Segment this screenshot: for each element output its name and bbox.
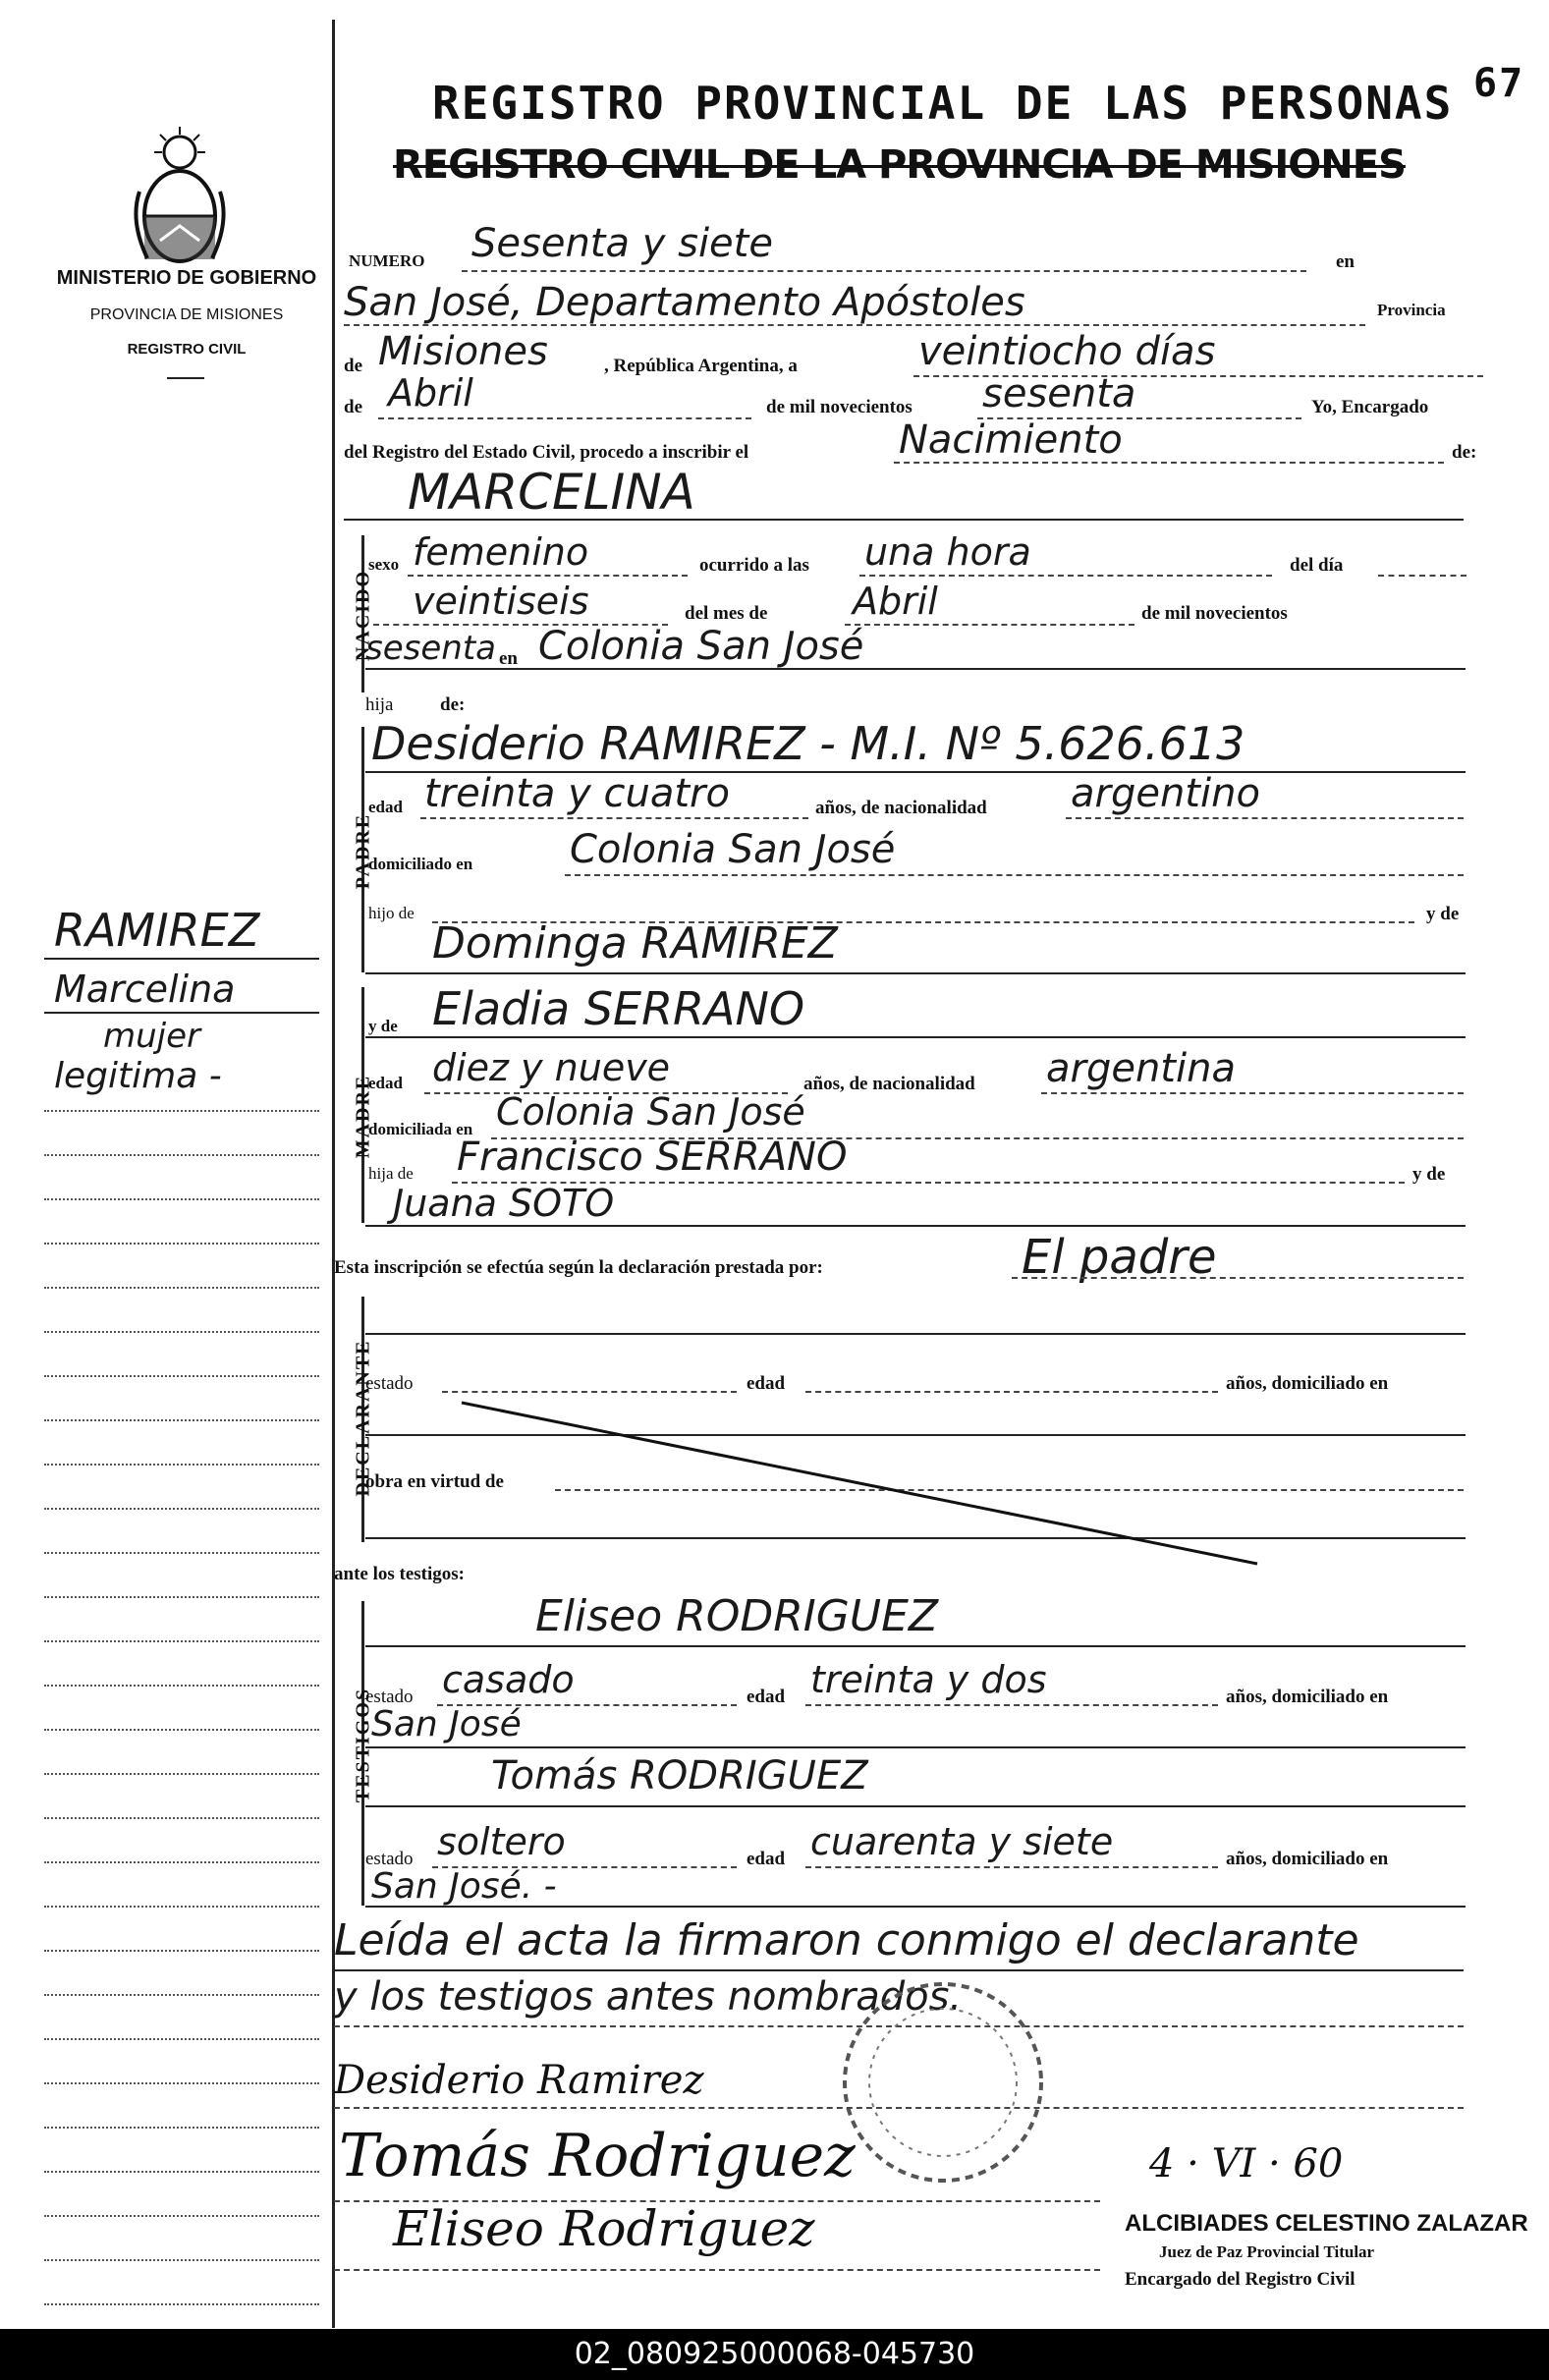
testigo2-domicilio-line: [365, 1906, 1466, 1908]
ministry-province: PROVINCIA DE MISIONES: [89, 306, 284, 323]
testigo1-edad-value: treinta y dos: [810, 1658, 1047, 1701]
madre-madre-line: [365, 1225, 1466, 1227]
testigo1-edad-line: [805, 1704, 1218, 1706]
testigo2-edad-line: [805, 1866, 1218, 1868]
testigo2-domicilio-label: años, domiciliado en: [1226, 1849, 1389, 1869]
margin-note-line4: legitima -: [54, 1056, 222, 1096]
testigo1-estado-label: estado: [365, 1687, 414, 1707]
declarante-estado-line: [442, 1391, 737, 1393]
padre-nacionalidad-line: [1066, 817, 1464, 819]
declaracion-value: El padre: [1022, 1230, 1217, 1285]
margin-note-line3: mujer: [103, 1017, 201, 1056]
nacido-anio-value: sesenta: [365, 629, 496, 668]
del-mes-label: del mes de: [685, 603, 768, 624]
mes-value: Abril: [388, 371, 473, 415]
madre-edad-value: diez y nueve: [432, 1046, 671, 1089]
yo-label: Yo, Encargado: [1311, 397, 1429, 417]
madre-nacionalidad-line: [1041, 1092, 1464, 1094]
declarante-edad-label: edad: [747, 1373, 786, 1394]
madre-padre-value: Francisco SERRANO: [457, 1135, 848, 1180]
numero-line: [462, 270, 1306, 272]
dia-value: veintiseis: [413, 580, 589, 623]
ocurrido-label: ocurrido a las: [699, 555, 809, 576]
ministry-registry: REGISTRO CIVIL: [127, 341, 247, 358]
numero-value: Sesenta y siete: [471, 221, 773, 266]
del-dia-label: del día: [1290, 555, 1344, 576]
place-value: San José, Departamento Apóstoles: [344, 280, 1025, 325]
document-id-footer: 02_080925000068-045730: [0, 2329, 1549, 2380]
testigo2-estado-label: estado: [365, 1849, 414, 1869]
padre-edad-line: [420, 817, 808, 819]
struck-registry-title: REGISTRO CIVIL DE LA PROVINCIA DE MISIONES: [393, 142, 1406, 188]
padre-nombre: Desiderio RAMIREZ - M.I. Nº 5.626.613: [371, 717, 1245, 770]
mes-line: [378, 417, 751, 419]
official-seal-icon: [835, 1974, 1051, 2194]
testigo2-nombre-line: [365, 1805, 1466, 1807]
nombre-inscripto: MARCELINA: [408, 464, 695, 521]
testigo1-edad-label: edad: [747, 1687, 786, 1707]
testigo2-nombre: Tomás RODRIGUEZ: [491, 1753, 868, 1799]
declarante-obra-label: obra en virtud de: [365, 1471, 504, 1492]
en-label: en: [1336, 251, 1355, 272]
republica-label: , República Argentina, a: [604, 356, 798, 376]
margin-surname: RAMIREZ: [54, 904, 260, 957]
cancel-stroke: [457, 1395, 1262, 1572]
del-dia-line: [1378, 575, 1466, 577]
madre-y-de-label: y de: [368, 1017, 398, 1035]
madre-domicilio-value: Colonia San José: [496, 1090, 805, 1134]
madre-madre-value: Juana SOTO: [393, 1182, 615, 1225]
hora-line: [859, 575, 1272, 577]
nacido-en-label: en: [499, 648, 518, 669]
padre-nacionalidad-value: argentino: [1071, 771, 1260, 816]
madre-nombre-line: [365, 1036, 1466, 1038]
madre-nombre: Eladia SERRANO: [432, 982, 805, 1035]
hija-de-label: de:: [440, 694, 466, 715]
madre-hija-label: hija de: [368, 1164, 414, 1183]
signature-desiderio: Desiderio Ramirez: [334, 2058, 704, 2103]
closing-line-2: y los testigos antes nombrados.: [334, 1974, 963, 2020]
signature-eliseo: Eliseo Rodriguez: [393, 2200, 815, 2257]
testigo1-domicilio-line: [365, 1746, 1466, 1748]
padre-domicilio-label: domiciliado en: [368, 855, 473, 873]
hora-value: una hora: [864, 530, 1031, 574]
madre-nacionalidad-label: años, de nacionalidad: [803, 1074, 975, 1094]
testigo1-nombre-line: [365, 1645, 1466, 1647]
testigo1-domicilio-value: San José: [371, 1704, 522, 1744]
de-colon-label: de:: [1452, 442, 1477, 463]
padre-section-label: PADRE: [352, 812, 374, 890]
signature-date-scrawl: 4 · VI · 60: [1149, 2141, 1344, 2186]
declarante-estado-label: estado: [365, 1373, 414, 1394]
nacido-mil-label: de mil novecientos: [1141, 603, 1288, 624]
padre-domicilio-line: [565, 874, 1464, 876]
sexo-label: sexo: [368, 555, 400, 574]
nacido-section-label: NACIDO: [352, 569, 374, 662]
declarante-edad-line: [805, 1391, 1218, 1393]
lugar-line: [365, 668, 1466, 670]
declarante-section-label: DECLARANTE: [352, 1339, 374, 1497]
acto-value: Nacimiento: [899, 417, 1123, 463]
mil-label: de mil novecientos: [766, 397, 913, 417]
closing-line-1-rule: [334, 1969, 1464, 1971]
official-name: ALCIBIADES CELESTINO ZALAZAR: [1125, 2210, 1528, 2237]
padre-edad-value: treinta y cuatro: [424, 771, 730, 816]
testigo2-edad-value: cuarenta y siete: [810, 1820, 1114, 1863]
registro-label: del Registro del Estado Civil, procedo a inscribir el: [344, 442, 749, 463]
margin-line: [44, 958, 319, 960]
testigos-section-label: TESTIGOS: [352, 1687, 374, 1803]
de-label: de: [344, 356, 362, 376]
lugar-nacimiento-value: Colonia San José: [538, 624, 864, 669]
de-label-2: de: [344, 397, 362, 417]
padre-padres-line: [365, 972, 1466, 974]
place-line: [344, 324, 1365, 326]
declaracion-label: Esta inscripción se efectúa según la declaración prestada por:: [334, 1257, 823, 1278]
testigo2-edad-label: edad: [747, 1849, 786, 1869]
padre-nacionalidad-label: años, de nacionalidad: [815, 798, 987, 818]
official-title-1: Juez de Paz Provincial Titular: [1159, 2242, 1375, 2261]
padre-y-de-label: y de: [1426, 904, 1460, 924]
padre-edad-label: edad: [368, 798, 403, 816]
testigo1-domicilio-label: años, domiciliado en: [1226, 1687, 1389, 1707]
numero-label: NUMERO: [349, 251, 425, 270]
madre-nacionalidad-value: argentina: [1046, 1046, 1236, 1091]
official-title-2: Encargado del Registro Civil: [1125, 2269, 1355, 2290]
madre-section-label: MADRE: [352, 1074, 374, 1159]
signature-tomas: Tomás Rodriguez: [339, 2122, 856, 2190]
sexo-line: [408, 575, 688, 577]
ministry-name: MINISTERIO DE GOBIERNO: [56, 267, 317, 289]
testigo2-estado-value: soltero: [437, 1820, 566, 1863]
nacido-mes-value: Abril: [853, 580, 938, 623]
padre-domicilio-value: Colonia San José: [570, 827, 896, 872]
sexo-value: femenino: [413, 530, 589, 574]
nacido-mes-line: [845, 624, 1134, 626]
madre-domicilio-label: domiciliada en: [368, 1120, 473, 1138]
signature-line-1: [334, 2107, 1464, 2109]
madre-y-de-label-2: y de: [1412, 1164, 1446, 1185]
provincia-label: Provincia: [1377, 301, 1446, 319]
anio-value: sesenta: [982, 371, 1136, 416]
coat-of-arms-icon: [126, 123, 234, 274]
madre-edad-label: edad: [368, 1074, 403, 1092]
testigo1-nombre: Eliseo RODRIGUEZ: [535, 1591, 939, 1641]
declaracion-line: [1012, 1277, 1464, 1279]
nombre-line: [344, 519, 1464, 521]
declarante-line-1: [365, 1333, 1466, 1335]
testigo2-domicilio-value: San José. -: [371, 1866, 557, 1907]
signature-line-3: [334, 2269, 1100, 2271]
hija-label: hija: [365, 694, 394, 715]
testigos-ante-label: ante los testigos:: [334, 1564, 465, 1584]
page-number: 67: [1473, 61, 1525, 106]
padre-padres-value: Dominga RAMIREZ: [432, 918, 838, 969]
testigo1-estado-value: casado: [442, 1658, 575, 1701]
registry-title: REGISTRO PROVINCIAL DE LAS PERSONAS: [432, 77, 1454, 130]
margin-given-name: Marcelina: [54, 968, 236, 1011]
dias-value: veintiocho días: [918, 329, 1216, 374]
provincia-value: Misiones: [378, 329, 548, 374]
declarante-domicilio-label: años, domiciliado en: [1226, 1373, 1389, 1394]
closing-line-1: Leída el acta la firmaron conmigo el declarante: [334, 1915, 1359, 1965]
margin-line: [44, 1012, 319, 1014]
ministry-divider: [167, 377, 204, 379]
acto-line: [894, 462, 1444, 464]
padre-hijo-label: hijo de: [368, 904, 415, 922]
